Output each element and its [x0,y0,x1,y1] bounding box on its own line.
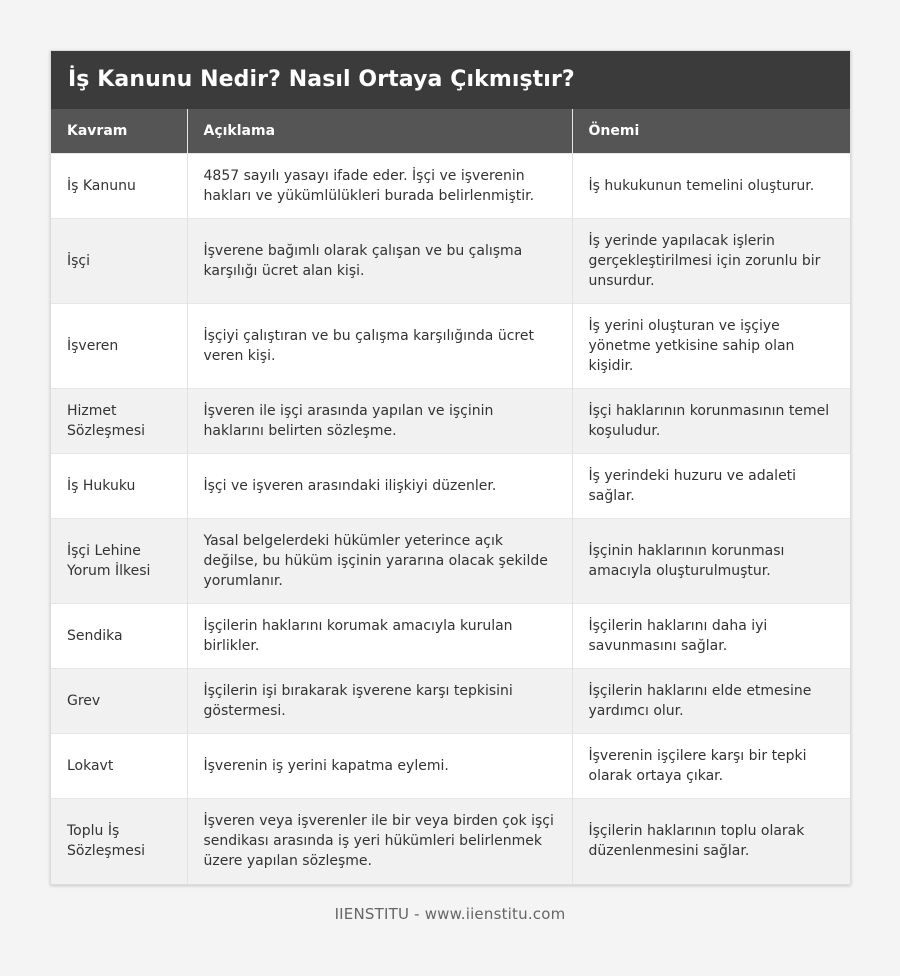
cell-kavram: İşçi Lehine Yorum İlkesi [51,519,187,604]
cell-kavram: İşçi [51,219,187,304]
cell-onemi: İşçi haklarının korunmasının temel koşuludur. [572,389,850,454]
cell-onemi: İş yerindeki huzuru ve adaleti sağlar. [572,454,850,519]
page-title: İş Kanunu Nedir? Nasıl Ortaya Çıkmıştır? [51,51,850,109]
table-row [51,669,850,734]
cell-onemi: İş yerinde yapılacak işlerin gerçekleştirilmesi için zorunlu bir unsurdur. [572,219,850,304]
cell-aciklama: İşçilerin işi bırakarak işverene karşı tepkisini göstermesi. [187,669,572,734]
cell-aciklama: 4857 sayılı yasayı ifade eder. İşçi ve işverenin hakları ve yükümlülükleri burada belirlenmiştir. [187,154,572,219]
table-row [51,519,850,604]
table-row [51,304,850,389]
cell-aciklama: İşçilerin haklarını korumak amacıyla kurulan birlikler. [187,604,572,669]
table-row [51,154,850,219]
table-row [51,734,850,799]
table-card [50,50,851,885]
cell-aciklama: İşveren ile işçi arasında yapılan ve işçinin haklarını belirten sözleşme. [187,389,572,454]
cell-aciklama: İşçi ve işveren arasındaki ilişkiyi düzenler. [187,454,572,519]
cell-onemi: İşçilerin haklarının toplu olarak düzenlenmesini sağlar. [572,799,850,884]
cell-onemi: İşçilerin haklarını elde etmesine yardımcı olur. [572,669,850,734]
table-row [51,604,850,669]
cell-aciklama: Yasal belgelerdeki hükümler yeterince açık değilse, bu hüküm işçinin yararına olacak şekilde yorumlanır. [187,519,572,604]
table-row [51,219,850,304]
cell-kavram: İş Kanunu [51,154,187,219]
table-row [51,454,850,519]
cell-aciklama: İşverenin iş yerini kapatma eylemi. [187,734,572,799]
cell-onemi: İş hukukunun temelini oluşturur. [572,154,850,219]
cell-kavram: Toplu İş Sözleşmesi [51,799,187,884]
cell-onemi: İşverenin işçilere karşı bir tepki olarak ortaya çıkar. [572,734,850,799]
cell-kavram: Hizmet Sözleşmesi [51,389,187,454]
concept-table [51,109,850,884]
cell-aciklama: İşveren veya işverenler ile bir veya birden çok işçi sendikası arasında iş yeri hükümleri belirlenmek üzere yapılan sözleşme. [187,799,572,884]
cell-onemi: İş yerini oluşturan ve işçiye yönetme yetkisine sahip olan kişidir. [572,304,850,389]
cell-kavram: İş Hukuku [51,454,187,519]
table-row [51,389,850,454]
cell-onemi: İşçilerin haklarını daha iyi savunmasını sağlar. [572,604,850,669]
cell-kavram: Sendika [51,604,187,669]
cell-kavram: İşveren [51,304,187,389]
cell-aciklama: İşverene bağımlı olarak çalışan ve bu çalışma karşılığı ücret alan kişi. [187,219,572,304]
column-header-onemi: Önemi [572,109,850,154]
table-header-row [51,109,850,154]
table-row [51,799,850,884]
cell-onemi: İşçinin haklarının korunması amacıyla oluşturulmuştur. [572,519,850,604]
cell-kavram: Grev [51,669,187,734]
column-header-aciklama: Açıklama [187,109,572,154]
footer-credit: IIENSTITU - www.iienstitu.com [334,905,566,923]
cell-kavram: Lokavt [51,734,187,799]
cell-aciklama: İşçiyi çalıştıran ve bu çalışma karşılığında ücret veren kişi. [187,304,572,389]
column-header-kavram: Kavram [51,109,187,154]
